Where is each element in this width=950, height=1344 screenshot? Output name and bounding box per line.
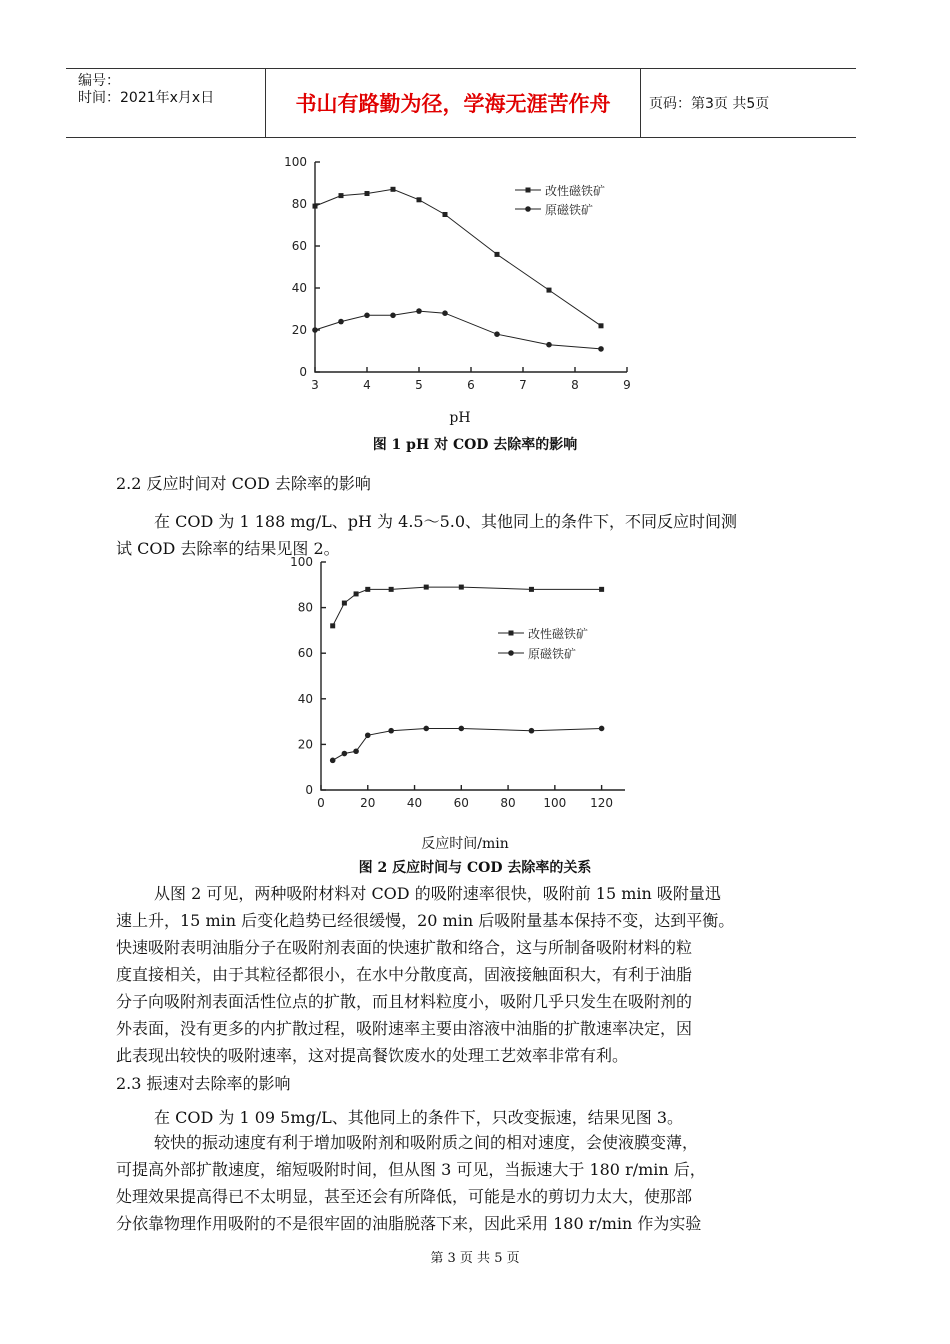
data-point-square [391, 187, 396, 192]
y-tick-label: 100 [290, 555, 313, 569]
data-point-circle [529, 728, 535, 734]
y-tick-label: 80 [291, 197, 307, 211]
paragraph-line: 速上升，15 min 后变化趋势已经很缓慢，20 min 后吸附量基本保持不变，达到平衡。 [116, 911, 735, 930]
figure2-xlabel: 反应时间/min [421, 836, 509, 852]
header-page-code: 页码：第3页 共5页 [649, 96, 770, 112]
y-tick-label: 40 [291, 281, 307, 295]
paragraph-line: 度直接相关，由于其粒径都很小，在水中分散度高，固液接触面积大，有利于油脂 [116, 965, 693, 984]
time-label: 时间：2021年x月x日 [78, 90, 215, 106]
data-point-square [354, 591, 359, 596]
data-point-square [547, 288, 552, 293]
section-2-3-heading: 2.3 振速对去除率的影响 [116, 1074, 291, 1093]
data-point-square [417, 197, 422, 202]
data-point-square [443, 212, 448, 217]
data-point-square [424, 585, 429, 590]
paragraph-line: 外表面，没有更多的内扩散过程，吸附速率主要由溶液中油脂的扩散速率决定，因 [116, 1019, 693, 1038]
y-tick-label: 0 [305, 783, 313, 797]
figure2-chart [285, 555, 665, 815]
data-point-square [339, 193, 344, 198]
data-point-circle [330, 758, 336, 764]
x-tick-label: 9 [623, 378, 631, 392]
paragraph-line: 处理效果提高得已不太明显，甚至还会有所降低，可能是水的剪切力太大，使那部 [116, 1187, 693, 1206]
data-point-circle [390, 313, 396, 319]
x-tick-label: 60 [453, 796, 469, 810]
x-tick-label: 120 [590, 796, 614, 810]
x-tick-label: 40 [406, 796, 423, 810]
x-tick-label: 0 [317, 796, 325, 810]
paragraph-line: 从图 2 可见，两种吸附材料对 COD 的吸附速率很快，吸附前 15 min 吸附量迅 [154, 884, 721, 903]
x-tick-label: 6 [467, 378, 475, 392]
paragraph-line: 在 COD 为 1 09 5mg/L、其他同上的条件下，只改变振速，结果见图 3。 [154, 1108, 684, 1127]
data-point-square [342, 601, 347, 606]
paragraph-line: 分依靠物理作用吸附的不是很牢固的油脂脱落下来，因此采用 180 r/min 作为实验 [116, 1214, 702, 1233]
data-point-circle [599, 726, 605, 732]
data-point-circle [423, 726, 429, 732]
y-tick-label: 20 [297, 737, 313, 752]
data-point-square [495, 252, 500, 257]
data-point-circle [459, 726, 465, 732]
paragraph-fig2-discussion [116, 880, 816, 1069]
data-point-square [529, 587, 534, 592]
header-info [66, 69, 266, 137]
data-point-circle [353, 748, 359, 754]
x-tick-label: 100 [543, 796, 567, 810]
data-point-square [330, 623, 335, 628]
data-point-square [389, 587, 394, 592]
x-tick-label: 8 [571, 378, 579, 392]
legend-marker-square [526, 188, 531, 193]
paragraph-line: 此表现出较快的吸附速率，这对提高餐饮废水的处理工艺效率非常有利。 [116, 1046, 629, 1065]
data-point-circle [416, 308, 422, 314]
y-tick-label: 60 [291, 239, 307, 253]
figure2-caption: 图 2 反应时间与 COD 去除率的关系 [358, 860, 592, 876]
data-point-square [313, 204, 318, 209]
axis-lines [321, 562, 625, 790]
header-motto: 书山有路勤为径，学海无涯苦作舟 [266, 69, 641, 137]
data-point-square [365, 191, 370, 196]
y-tick-label: 80 [297, 600, 313, 615]
series-line-2 [315, 311, 601, 349]
figure1-chart [280, 155, 660, 405]
figure1-xlabel: pH [449, 410, 471, 426]
x-tick-label: 5 [415, 378, 423, 392]
paragraph-line: 快速吸附表明油脂分子在吸附剂表面的快速扩散和络合，这与所制备吸附材料的粒 [116, 938, 693, 957]
page-header [66, 68, 856, 138]
legend-label: 改性磁铁矿 [545, 184, 606, 198]
paragraph-2-3a [116, 1104, 816, 1131]
data-point-circle [312, 327, 318, 333]
y-tick-label: 0 [299, 365, 307, 379]
section-2-2-heading: 2.2 反应时间对 COD 去除率的影响 [116, 474, 371, 493]
data-point-square [599, 323, 604, 328]
data-point-square [459, 585, 464, 590]
data-point-circle [598, 346, 604, 352]
series-line-1 [333, 587, 602, 626]
data-point-circle [388, 728, 394, 734]
x-tick-label: 4 [363, 378, 371, 392]
legend-marker-square [509, 631, 514, 636]
x-tick-label: 20 [360, 796, 376, 810]
y-tick-label: 20 [291, 323, 307, 337]
data-point-circle [494, 331, 500, 337]
paragraph-line: 在 COD 为 1 188 mg/L、pH 为 4.5～5.0、其他同上的条件下，不同反应时间测 [154, 512, 738, 531]
data-point-circle [442, 310, 448, 316]
data-point-circle [365, 732, 371, 738]
data-point-circle [338, 319, 344, 325]
x-tick-label: 3 [311, 378, 319, 392]
legend-marker-circle [508, 650, 514, 656]
data-point-circle [342, 751, 348, 757]
paragraph-line: 可提高外部扩散速度，缩短吸附时间，但从图 3 可见，当振速大于 180 r/min 后， [116, 1160, 706, 1179]
series-line-2 [333, 728, 602, 760]
paragraph-2-2 [116, 508, 816, 562]
paragraph-line: 分子向吸附剂表面活性位点的扩散，而且材料粒度小，吸附几乎只发生在吸附剂的 [116, 992, 693, 1011]
page-footer: 第 3 页 共 5 页 [430, 1251, 520, 1266]
y-tick-label: 40 [297, 691, 313, 706]
figure1-caption: 图 1 pH 对 COD 去除率的影响 [372, 437, 578, 453]
data-point-square [365, 587, 370, 592]
y-tick-label: 100 [284, 155, 307, 169]
legend-label: 原磁铁矿 [545, 203, 594, 217]
data-point-circle [364, 313, 370, 319]
paragraph-line: 试 COD 去除率的结果见图 2。 [116, 539, 340, 558]
legend-label: 原磁铁矿 [528, 647, 577, 661]
data-point-circle [546, 342, 552, 348]
x-tick-label: 7 [519, 378, 527, 392]
legend-marker-circle [525, 206, 531, 212]
y-tick-label: 60 [297, 646, 313, 661]
paragraph-line: 较快的振动速度有利于增加吸附剂和吸附质之间的相对速度，会使液膜变薄， [154, 1133, 699, 1152]
x-tick-label: 80 [500, 796, 516, 810]
legend-label: 改性磁铁矿 [528, 627, 589, 641]
data-point-square [599, 587, 604, 592]
number-label: 编号： [78, 73, 120, 89]
paragraph-2-3b [116, 1129, 816, 1237]
